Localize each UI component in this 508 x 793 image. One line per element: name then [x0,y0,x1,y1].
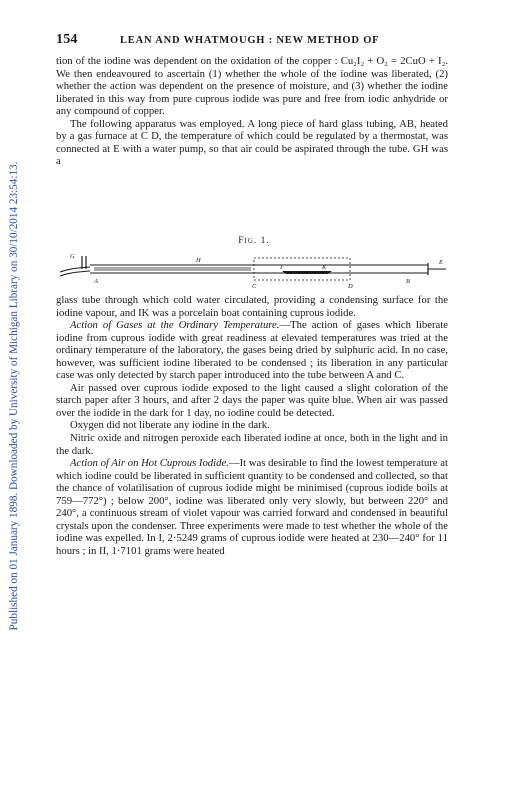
paragraph-hot-iodide-text: —It was desirable to find the lowest temperature at which iodine could be liberated in sufficient quantity to be condensed and collected, so that the chance of volatilisation of cuprous iodide might be minimised (cuprous iodide boils at 759—772°) ; below 200°, iodine was liberated only very slowly, but between 220° and 240°, a continuous stream of violet vapour was carried forward and condensed in beautiful crystals upon the condenser. Three experiments were made to test whether the whole of the iodine was expelled. In I, 2·5249 grams of cuprous iodide were heated at 230—240° for 11 hours ; in II, 1·7101 grams were heated [56,457,448,557]
paragraph-condenser: glass tube through which cold water circulated, providing a condensing surface for the iodine vapour, and IK was a porcelain boat containing cuprous iodide. [56,294,448,319]
label-k: K [322,264,327,271]
label-h: H [196,257,201,264]
label-b: B [406,278,410,285]
section-heading-gases: Action of Gases at the Ordinary Temperature. [70,319,280,332]
paragraph-nitric-oxide: Nitric oxide and nitrogen peroxide each liberated iodine at once, both in the light and in the dark. [56,432,448,457]
label-a: A [94,278,98,285]
paragraph-apparatus: The following apparatus was employed. A long piece of hard glass tubing, AB, heated by a gas furnace at C D, the temperature of which could be regulated by a thermostat, was connected at E with a water pump, so that air could be aspirated through the tube. GH was a [56,117,448,168]
page-number: 154 [56,32,78,47]
section-heading-hot-iodide: Action of Air on Hot Cuprous Iodide. [70,457,229,470]
paragraph-oxidation: tion of the iodine was dependent on the oxidation of the copper : Cu₂I₂ + O₂ = 2CuO + I₂. We then endeavoured to ascertain (1) whether the whole of the iodine was liberated, (2) whether the action was dependent on the presence of moisture, and (3) whether the iodine liberated in this way from pure cuprous iodide was pure and free from iodic anhydride or any compound of copper. [56,55,448,118]
label-g: G [70,253,75,260]
running-title: LEAN AND WHATMOUGH : NEW METHOD OF [120,35,380,46]
paragraph-oxygen: Oxygen did not liberate any iodine in the dark. [70,419,270,432]
label-i: I [280,264,283,271]
text-block-bottom [56,294,448,557]
text-block-top [56,55,448,168]
paragraph-gases [56,319,448,382]
apparatus-diagram [56,250,448,294]
label-d: D [348,283,353,290]
paragraph-hot-iodide [56,457,448,557]
figure-caption: Fig. 1. [238,236,270,246]
paragraph-gases-text: —The action of gases which liberate iodine from cuprous iodide with great readiness at elevated temperatures was tried at the ordinary temperature of the laboratory, the gases being dried by sulphuric acid. In no case, however, was sufficient iodine liberated to be condensed ; its liberation in any particular case was only detected by starch paper introduced into the tube between A and C. [56,319,448,382]
paragraph-air-light: Air passed over cuprous iodide exposed to the light caused a slight coloration of the starch paper after 3 hours, and after 2 days the paper was quite blue. When air was passed over the iodide in the dark for 1 day, no iodine could be detected. [56,381,448,419]
label-e: E [439,259,443,266]
apparatus-figure [56,250,448,294]
published-notice: Published on 01 January 1898. Downloaded by University of Michigan Library on 30/10/2014 23:54:13. [8,161,20,631]
publication-sidebar [0,0,28,793]
label-c: C [252,283,257,290]
